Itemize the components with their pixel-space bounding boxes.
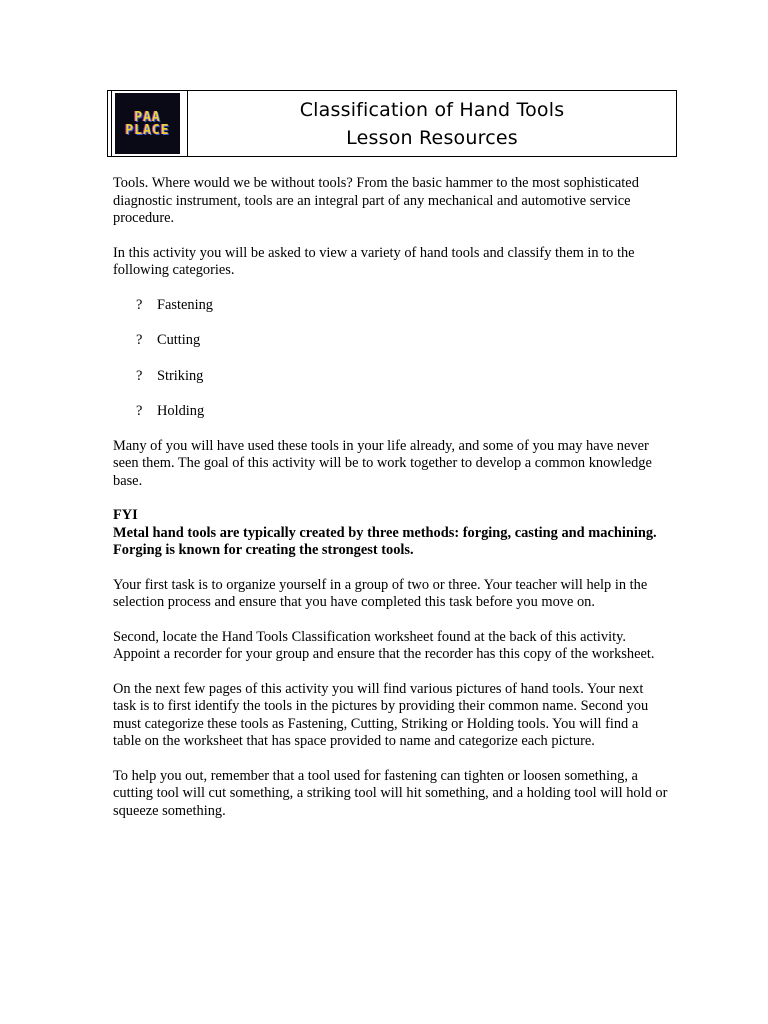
category-label: Holding [157,403,205,419]
body-paragraph-1: Your first task is to organize yourself in a group of two or three. Your teacher will help in the selection process and ensure that you have completed this task before you move on. [113,576,648,610]
intro-paragraph-1: Tools. Where would we be without tools? From the basic hammer to the most sophisticated diagnostic instrument, tools are an integral part of any mechanical and automotive service procedure. [113,175,639,226]
category-label: Cutting [157,332,201,348]
body-paragraph-2: Second, locate the Hand Tools Classification worksheet found at the back of this activity. Appoint a recorder for your group and ensure that the recorder has this copy of the worksheet. [113,628,655,662]
fyi-text: Metal hand tools are typically created by three methods: forging, casting and machining. Forging is known for creating the strongest tools. [113,524,657,558]
document-body [113,175,668,837]
bullet-marker: ? [136,367,143,384]
body-paragraph-3: On the next few pages of this activity you will find various pictures of hand tools. Your next task is to first identify the tools in the pictures by providing their common name. Second you must categorize these tools as Fastening, Cutting, Striking or Holding tools. You will find a table on the worksheet that has space provided to name and categorize each picture. [113,680,649,749]
body-paragraph-4: To help you out, remember that a tool used for fastening can tighten or loosen something, a cutting tool will cut something, a striking tool will hit something, and a holding tool will hold or squeeze something. [113,767,668,819]
after-list-paragraph: Many of you will have used these tools in your life already, and some of you may have never seen them. The goal of this activity will be to work together to develop a common knowledge base. [113,437,652,489]
category-item [113,403,668,421]
document-title: Classification of Hand Tools [299,98,565,121]
category-label: Fastening [157,296,213,313]
fyi-heading: FYI [113,507,138,523]
logo [115,93,180,154]
intro-paragraph-2: In this activity you will be asked to view a variety of hand tools and classify them in to the following categories. [113,244,635,278]
bullet-marker: ? [136,296,143,313]
title-cell [188,91,676,156]
logo-cell [108,91,188,156]
header-box [107,90,677,157]
document-subtitle: Lesson Resources [346,126,518,149]
category-item [113,332,668,350]
category-label: Striking [157,367,204,384]
category-list [113,297,668,421]
bullet-marker: ? [136,332,143,348]
logo-line-2: PLACE [125,122,170,138]
category-item [113,297,668,315]
logo-line-1: PAA [134,109,161,125]
fyi-block [113,507,668,560]
category-item [113,368,668,386]
bullet-marker: ? [136,403,143,419]
